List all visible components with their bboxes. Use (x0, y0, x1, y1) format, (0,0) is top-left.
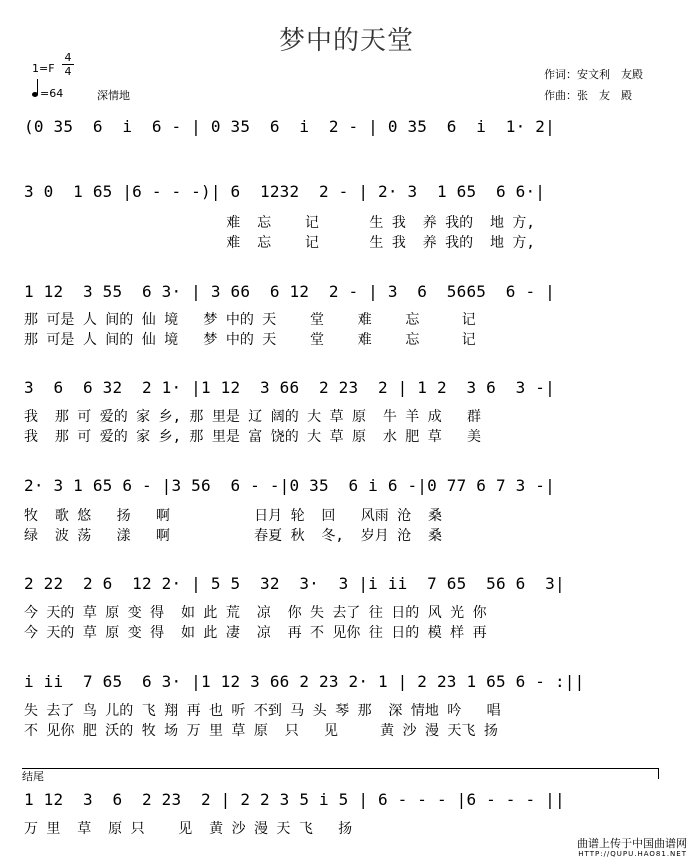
lyrics-line-5-verse-1: 牧 歌 悠 扬 啊 日月 轮 回 风雨 沧 桑 (24, 508, 443, 524)
lyrics-line-2-verse-2: 难 忘 记 生 我 养 我的 地 方, (24, 235, 535, 251)
score-title: 梦中的天堂 (278, 26, 414, 56)
lyrics-line-4-verse-2: 我 那 可 爱的 家 乡, 那 里是 富 饶的 大 草 原 水 肥 草 美 (24, 429, 482, 445)
quarter-note-icon (32, 92, 38, 97)
lyrics-line-6-verse-2: 今 天的 草 原 变 得 如 此 凄 凉 再 不 见你 往 日的 模 样 再 (24, 625, 487, 641)
lyrics-line-2-verse-1: 难 忘 记 生 我 养 我的 地 方, (24, 215, 535, 231)
lyrics-line-8-verse-1: 万 里 草 原 只 见 黄 沙 漫 天 飞 扬 (24, 821, 353, 837)
time-signature-bottom: 4 (64, 65, 72, 78)
lyricist-credit: 作词：安文利 友殿 (544, 68, 643, 81)
notation-line-1: (0 35 6 i 6 - | 0 35 6 i 2 - | 0 35 6 i 1· 2| (24, 117, 555, 136)
tempo-marking (32, 87, 63, 100)
lyrics-line-7-verse-1: 失 去了 鸟 儿的 飞 翔 再 也 听 不到 马 头 琴 那 深 情地 吟 唱 (24, 703, 501, 719)
expression-marking: 深情地 (97, 89, 130, 102)
composer-credit: 作曲：张 友 殿 (544, 89, 632, 102)
notation-line-5: 2· 3 1 65 6 - |3 56 6 - -|0 35 6 i 6 -|0 77 6 7 3 -| (24, 476, 555, 495)
notation-line-6: 2 22 2 6 12 2· | 5 5 32 3· 3 |i ii 7 65 56 6 3| (24, 574, 565, 593)
lyrics-line-3-verse-2: 那 可是 人 间的 仙 境 梦 中的 天 堂 难 忘 记 (24, 332, 476, 348)
notation-line-4: 3 6 6 32 2 1· |1 12 3 66 2 23 2 | 1 2 3 6 3 -| (24, 378, 555, 397)
time-signature (62, 52, 74, 77)
notation-line-2: 3 0 1 65 |6 - - -)| 6 1232 2 - | 2· 3 1 65 6 6·| (24, 182, 546, 201)
ending-label: 结尾 (22, 770, 44, 783)
notation-line-8: 1 12 3 6 2 23 2 | 2 2 3 5 i 5 | 6 - - - |6 - - - || (24, 790, 565, 809)
lyrics-line-3-verse-1: 那 可是 人 间的 仙 境 梦 中的 天 堂 难 忘 记 (24, 312, 476, 328)
ending-bracket (22, 768, 659, 779)
lyrics-line-5-verse-2: 绿 波 荡 漾 啊 春夏 秋 冬, 岁月 沧 桑 (24, 528, 443, 544)
time-signature-top: 4 (64, 51, 72, 64)
lyrics-line-7-verse-2: 不 见你 肥 沃的 牧 场 万 里 草 原 只 见 黄 沙 漫 天飞 扬 (24, 723, 498, 739)
notation-line-7: i ii 7 65 6 3· |1 12 3 66 2 23 2· 1 | 2 23 1 65 6 - :|| (24, 672, 585, 691)
key-signature: 1=F (32, 62, 55, 75)
notation-line-3: 1 12 3 55 6 3· | 3 66 6 12 2 - | 3 6 5665 6 - | (24, 282, 555, 301)
tempo-value: =64 (40, 87, 64, 100)
lyrics-line-6-verse-1: 今 天的 草 原 变 得 如 此 荒 凉 你 失 去了 往 日的 风 光 你 (24, 605, 487, 621)
watermark-site-url: HTTP://QUPU.HAO81.NET (578, 850, 687, 858)
lyrics-line-4-verse-1: 我 那 可 爱的 家 乡, 那 里是 辽 阔的 大 草 原 牛 羊 成 群 (24, 409, 482, 425)
watermark-site-name: 曲谱上传于中国曲谱网 (577, 837, 687, 850)
